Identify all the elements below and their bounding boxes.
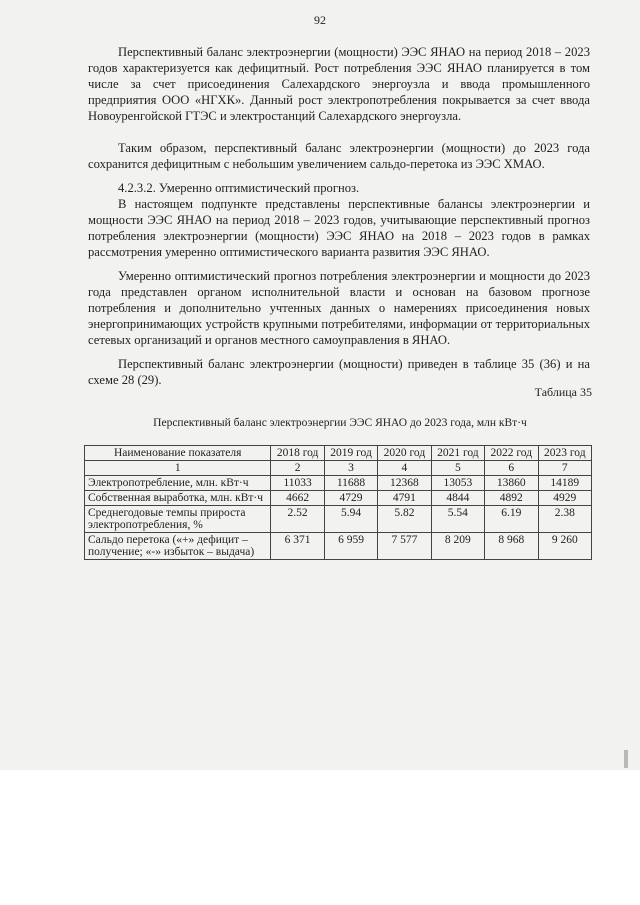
header-year: 2023 год	[538, 446, 591, 461]
balance-table	[84, 445, 592, 560]
value-cell: 5.54	[431, 506, 484, 533]
table-row	[85, 506, 592, 533]
table-row	[85, 476, 592, 491]
row-name: Сальдо перетока («+» дефицит – получение; «-» избыток – выдача)	[85, 533, 271, 560]
index-cell: 7	[538, 461, 591, 476]
header-year: 2018 год	[271, 446, 324, 461]
value-cell: 6 959	[324, 533, 377, 560]
paragraph-forecast-basis: Умеренно оптимистический прогноз потребления электроэнергии и мощности до 2023 года представлен органом исполнительной власти и основан на базовом прогнозе потребления и дополнительно учтенных данных о намерениях присоединения новых энергопринимающих устройств крупными потребителями, информации от территориальных сетевых организаций и органов местного самоуправления в ЯНАО.	[88, 269, 590, 347]
table-row	[85, 491, 592, 506]
page-number: 92	[314, 13, 326, 27]
table-index-row	[85, 461, 592, 476]
value-cell: 9 260	[538, 533, 591, 560]
value-cell: 6.19	[485, 506, 538, 533]
value-cell: 11688	[324, 476, 377, 491]
index-cell: 6	[485, 461, 538, 476]
row-name: Собственная выработка, млн. кВт·ч	[85, 491, 271, 506]
value-cell: 4892	[485, 491, 538, 506]
table-header-row	[85, 446, 592, 461]
paragraph-balance-deficit: Перспективный баланс электроэнергии (мощности) ЭЭС ЯНАО на период 2018 – 2023 годов характеризуется как дефицитный. Рост потребления ЭЭС ЯНАО планируется в том числе за счет присоединения Салехардского энергоузла и ввода промышленного предприятия ООО «НГХК». Данный рост электропотребления покрывается за счет ввода Новоуренгойской ГТЭС и электростанций Салехардского энергоузла.	[88, 45, 590, 123]
value-cell: 13860	[485, 476, 538, 491]
value-cell: 2.38	[538, 506, 591, 533]
value-cell: 12368	[378, 476, 431, 491]
value-cell: 4844	[431, 491, 484, 506]
value-cell: 14189	[538, 476, 591, 491]
value-cell: 7 577	[378, 533, 431, 560]
header-year: 2020 год	[378, 446, 431, 461]
header-year: 2019 год	[324, 446, 377, 461]
index-cell: 3	[324, 461, 377, 476]
header-year: 2022 год	[485, 446, 538, 461]
index-cell: 4	[378, 461, 431, 476]
value-cell: 4729	[324, 491, 377, 506]
value-cell: 2.52	[271, 506, 324, 533]
scan-edge-mark	[624, 750, 628, 768]
table-caption: Перспективный баланс электроэнергии ЭЭС ЯНАО до 2023 года, млн кВт·ч	[153, 417, 527, 429]
value-cell: 13053	[431, 476, 484, 491]
value-cell: 5.94	[324, 506, 377, 533]
section-heading: 4.2.3.2. Умеренно оптимистический прогноз.	[118, 181, 360, 195]
value-cell: 4662	[271, 491, 324, 506]
value-cell: 4791	[378, 491, 431, 506]
table-number: Таблица 35	[534, 385, 592, 399]
paragraph-conclusion: Таким образом, перспективный баланс электроэнергии (мощности) до 2023 года сохранится дефицитным с небольшим увеличением сальдо-перетока из ЭЭС ХМАО.	[88, 141, 590, 171]
index-cell: 1	[85, 461, 271, 476]
index-cell: 2	[271, 461, 324, 476]
paragraph-table-reference: Перспективный баланс электроэнергии (мощности) приведен в таблице 35 (36) и на схеме 28 (29).	[88, 357, 590, 387]
value-cell: 11033	[271, 476, 324, 491]
value-cell: 6 371	[271, 533, 324, 560]
row-name: Электропотребление, млн. кВт·ч	[85, 476, 271, 491]
header-year: 2021 год	[431, 446, 484, 461]
header-name: Наименование показателя	[85, 446, 271, 461]
value-cell: 4929	[538, 491, 591, 506]
value-cell: 8 968	[485, 533, 538, 560]
table-row	[85, 533, 592, 560]
value-cell: 5.82	[378, 506, 431, 533]
row-name: Среднегодовые темпы прироста электропотребления, %	[85, 506, 271, 533]
paragraph-subsection-intro: В настоящем подпункте представлены перспективные балансы электроэнергии и мощности ЭЭС ЯНАО на период 2018 – 2023 годов, учитывающие перспективный прогноз потребления электроэнергии (мощности) ЭЭС ЯНАО на 2018 – 2023 годов в рамках рассмотрения умеренно оптимистического варианта развития ЭЭС ЯНАО.	[88, 197, 590, 259]
index-cell: 5	[431, 461, 484, 476]
value-cell: 8 209	[431, 533, 484, 560]
